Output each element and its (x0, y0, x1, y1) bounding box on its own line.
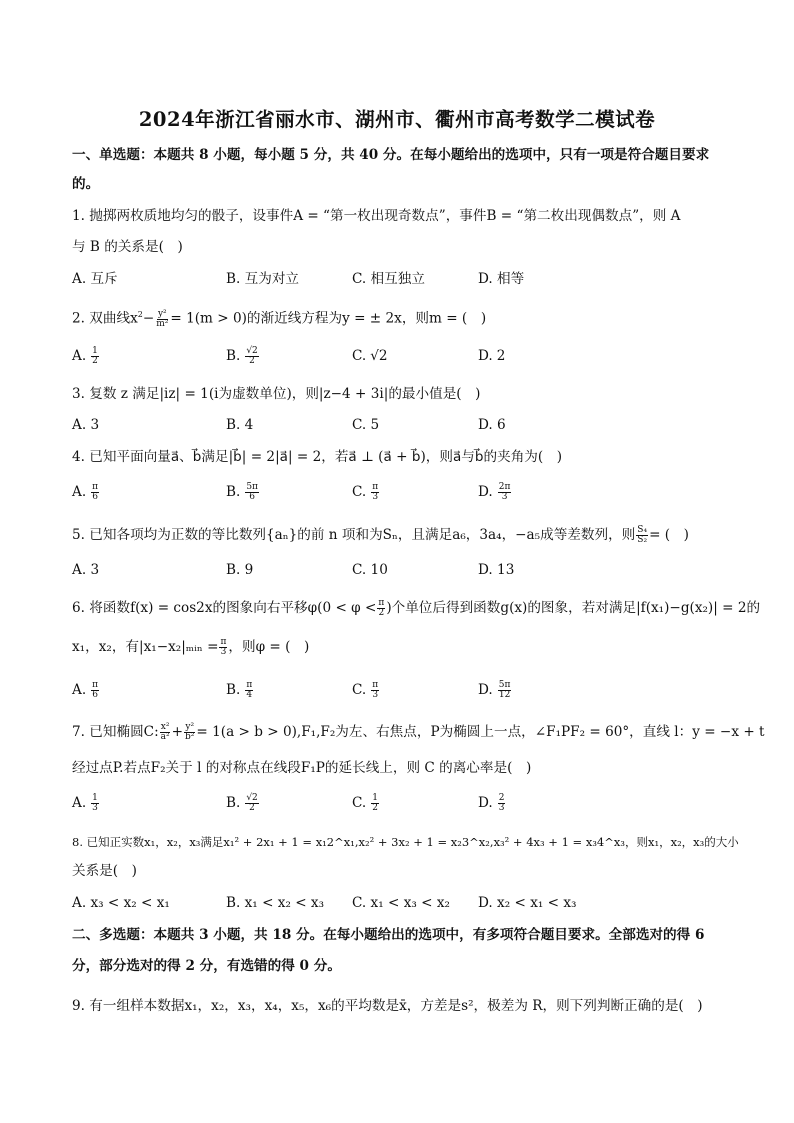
q7-text-line1: 7. 已知椭圆C: $\frac{\text{x²}}{\text{a²}}$ + $\frac{\text{y²}}{\text{b²}}$ = 1(a > b > 0),F₁,F₂为左、右焦点，P为椭圆上一点，∠F₁PF₂ = 60°，直线 l：y = −x + t (72, 722, 765, 742)
section1-header-line2: 的。 (72, 176, 100, 192)
q7-option-a: A. $\frac{1}{3}$ (72, 793, 98, 813)
q6-fraction-2: $\frac{\pi}{3}$ (220, 637, 227, 657)
q4-option-c: C. $\frac{\pi}{3}$ (352, 482, 379, 502)
q6-fraction-1: $\frac{\pi}{2}$ (378, 598, 385, 618)
q2-option-b: B. $\frac{√2}{2}$ (226, 346, 258, 366)
q2-option-a: A. $\frac{1}{2}$ (72, 346, 98, 366)
q3-option-b: B. 4 (226, 417, 254, 433)
section2-header-line1: 二、多选题：本题共 3 小题，共 18 分。在每小题给出的选项中，有多项符合题目要求。全部选对的得 6 (72, 927, 705, 943)
q3-option-d: D. 6 (478, 417, 506, 433)
q4-text: 4. 已知平面向量a⃗、b⃗满足|b⃗| = 2|a⃗| = 2，若a⃗ ⊥ (a⃗ + b⃗)，则a⃗与b⃗的夹角为( ) (72, 449, 563, 465)
q5-option-c: C. 10 (352, 562, 388, 578)
q4-option-a: A. $\frac{\pi}{6}$ (72, 482, 99, 502)
q4-option-d: D. $\frac{2\pi}{3}$ (478, 482, 511, 502)
q2-text-pre: 2. 双曲线x (72, 310, 138, 327)
q5-option-d: D. 13 (478, 562, 515, 578)
q8-text-line2: 关系是( ) (72, 863, 137, 879)
q2-text (72, 305, 722, 329)
q2-frac-den: m² (156, 318, 169, 329)
q7-option-b: B. $\frac{√2}{2}$ (226, 793, 258, 813)
q1-option-a: A. 互斥 (72, 271, 118, 287)
q7-fraction-x: $\frac{\text{x²}}{\text{a²}}$ (160, 722, 170, 742)
q2-option-b-frac: $\frac{√2}{2}$ (246, 346, 258, 366)
q8-option-c: C. x₁ < x₃ < x₂ (352, 895, 450, 911)
q7-option-c: C. $\frac{1}{2}$ (352, 793, 378, 813)
q8-text-line1: 8. 已知正实数x₁，x₂，x₃满足x₁² + 2x₁ + 1 = x₁2^x₁,x₂² + 3x₂ + 1 = x₂3^x₂,x₃² + 4x₃ + 1 = x₃4^x₃，则x₁，x₂，x₃的大小 (72, 835, 739, 849)
section1-header-line1: 一、单选题：本题共 8 小题，每小题 5 分，共 40 分。在每小题给出的选项中，只有一项是符合题目要求 (72, 147, 710, 163)
q2-frac-num: y² (157, 308, 167, 319)
q8-option-b: B. x₁ < x₂ < x₃ (226, 895, 325, 911)
q1-option-c: C. 相互独立 (352, 271, 425, 287)
q1-text-line2: 与 B 的关系是( ) (72, 239, 183, 255)
q2-sup: 2 (137, 310, 143, 319)
q1-text-line1: 1. 抛掷两枚质地均匀的骰子，设事件A = “第一枚出现奇数点”，事件B = “第二枚出现偶数点”，则 A (72, 208, 681, 224)
q8-option-d: D. x₂ < x₁ < x₃ (478, 895, 577, 911)
q5-fraction: $\frac{\text{S₄}}{\text{S₂}}$ (637, 525, 648, 545)
q7-option-d: D. $\frac{2}{3}$ (478, 793, 505, 813)
q6-option-d: D. $\frac{5\pi}{12}$ (478, 680, 511, 700)
q6-option-c: C. $\frac{\pi}{3}$ (352, 680, 379, 700)
q4-option-b: B. $\frac{5\pi}{6}$ (226, 482, 258, 502)
q5-option-a: A. 3 (72, 562, 100, 578)
q2-fraction (155, 310, 169, 329)
q7-fraction-y: $\frac{\text{y²}}{\text{b²}}$ (185, 722, 195, 742)
q9-text: 9. 有一组样本数据x₁，x₂，x₃，x₄，x₅，x₆的平均数是x̄，方差是s²，极差为 R，则下列判断正确的是( ) (72, 998, 703, 1014)
q5-option-b: B. 9 (226, 562, 254, 578)
q6-option-a: A. $\frac{\pi}{6}$ (72, 680, 99, 700)
q3-option-a: A. 3 (72, 417, 100, 433)
q2-text-post: = 1(m > 0)的渐近线方程为y = ± 2x，则m = ( ) (170, 310, 487, 327)
section2-header-line2: 分，部分选对的得 2 分，有选错的得 0 分。 (72, 958, 341, 974)
q8-option-a: A. x₃ < x₂ < x₁ (72, 895, 170, 911)
q7-text-line2: 经过点P.若点F₂关于 l 的对称点在线段F₁P的延长线上，则 C 的离心率是( ) (72, 760, 532, 776)
q3-option-c: C. 5 (352, 417, 380, 433)
q1-option-d: D. 相等 (478, 271, 525, 287)
q1-option-b: B. 互为对立 (226, 271, 300, 287)
q2-option-c: C. √2 (352, 348, 388, 364)
q2-option-a-frac: $\frac{1}{2}$ (92, 346, 98, 366)
exam-title: 2024年浙江省丽水市、湖州市、衢州市高考数学二模试卷 (138, 108, 656, 131)
q5-text: 5. 已知各项均为正数的等比数列{aₙ}的前 n 项和为Sₙ，且满足a₆，3a₄，−a₅成等差数列，则 $\frac{\text{S₄}}{\text{S₂}}$ = ( ) (72, 525, 689, 545)
q6-text-line2: x₁，x₂，有|x₁−x₂|ₘᵢₙ = $\frac{\pi}{3}$ ，则φ = ( ) (72, 637, 310, 657)
q2-minus: − (142, 310, 155, 327)
q3-text: 3. 复数 z 满足|iz| = 1(i为虚数单位)，则|z−4 + 3i|的最小值是( ) (72, 386, 481, 402)
q2-option-d: D. 2 (478, 348, 506, 364)
q6-option-b: B. $\frac{\pi}{4}$ (226, 680, 253, 700)
q6-text-line1: 6. 将函数f(x) = cos2x的图象向右平移φ(0 < φ < $\frac{\pi}{2}$ )个单位后得到函数g(x)的图象，若对满足|f(x₁)−g(x₂)| = 2的 (72, 598, 761, 618)
